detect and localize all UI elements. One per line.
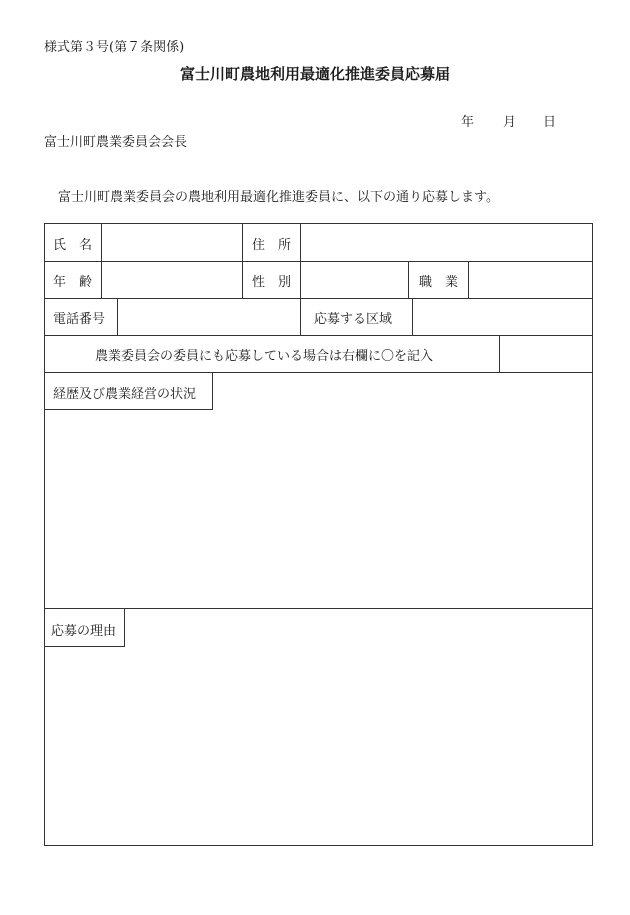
col-divider <box>242 223 243 298</box>
name-field[interactable] <box>102 224 242 261</box>
reason-label: 応募の理由 <box>51 624 117 639</box>
date-month-label: 月 <box>503 115 517 130</box>
date-day-label: 日 <box>543 115 557 130</box>
phone-field[interactable] <box>118 299 300 335</box>
reason-label-box-right <box>124 608 125 646</box>
occupation-field[interactable] <box>469 262 592 298</box>
area-field[interactable] <box>413 299 592 335</box>
col-divider <box>408 261 409 298</box>
phone-label: 電話番号 <box>53 312 106 327</box>
col-divider <box>300 298 301 335</box>
form-number: 様式第３号(第７条関係) <box>44 40 185 55</box>
reason-field[interactable] <box>45 647 592 845</box>
date-year-label: 年 <box>461 115 475 130</box>
address-field[interactable] <box>301 224 592 261</box>
gender-field[interactable] <box>301 262 408 298</box>
age-label: 年 齢 <box>53 275 93 290</box>
career-label: 経歴及び農業経営の状況 <box>53 387 197 402</box>
page-title: 富士川町農地利用最適化推進委員応募届 <box>179 65 450 83</box>
row-divider <box>44 372 593 373</box>
address-label: 住 所 <box>252 238 292 253</box>
occupation-label: 職 業 <box>419 275 459 290</box>
committee-application-mark-field[interactable] <box>500 336 592 372</box>
application-statement: 富士川町農業委員会の農地利用最適化推進委員に、以下の通り応募します。 <box>58 190 499 205</box>
table-border-right <box>592 223 593 845</box>
name-label: 氏 名 <box>53 238 93 253</box>
career-label-box-right <box>212 372 213 409</box>
addressee: 富士川町農業委員会会長 <box>44 135 188 150</box>
row-divider <box>44 608 593 609</box>
gender-label: 性 別 <box>252 275 292 290</box>
age-field[interactable] <box>102 262 242 298</box>
career-field[interactable] <box>45 410 592 608</box>
area-label: 応募する区域 <box>314 312 393 327</box>
committee-application-note: 農業委員会の委員にも応募している場合は右欄に〇を記入 <box>95 349 434 364</box>
table-border-bottom <box>44 845 593 846</box>
